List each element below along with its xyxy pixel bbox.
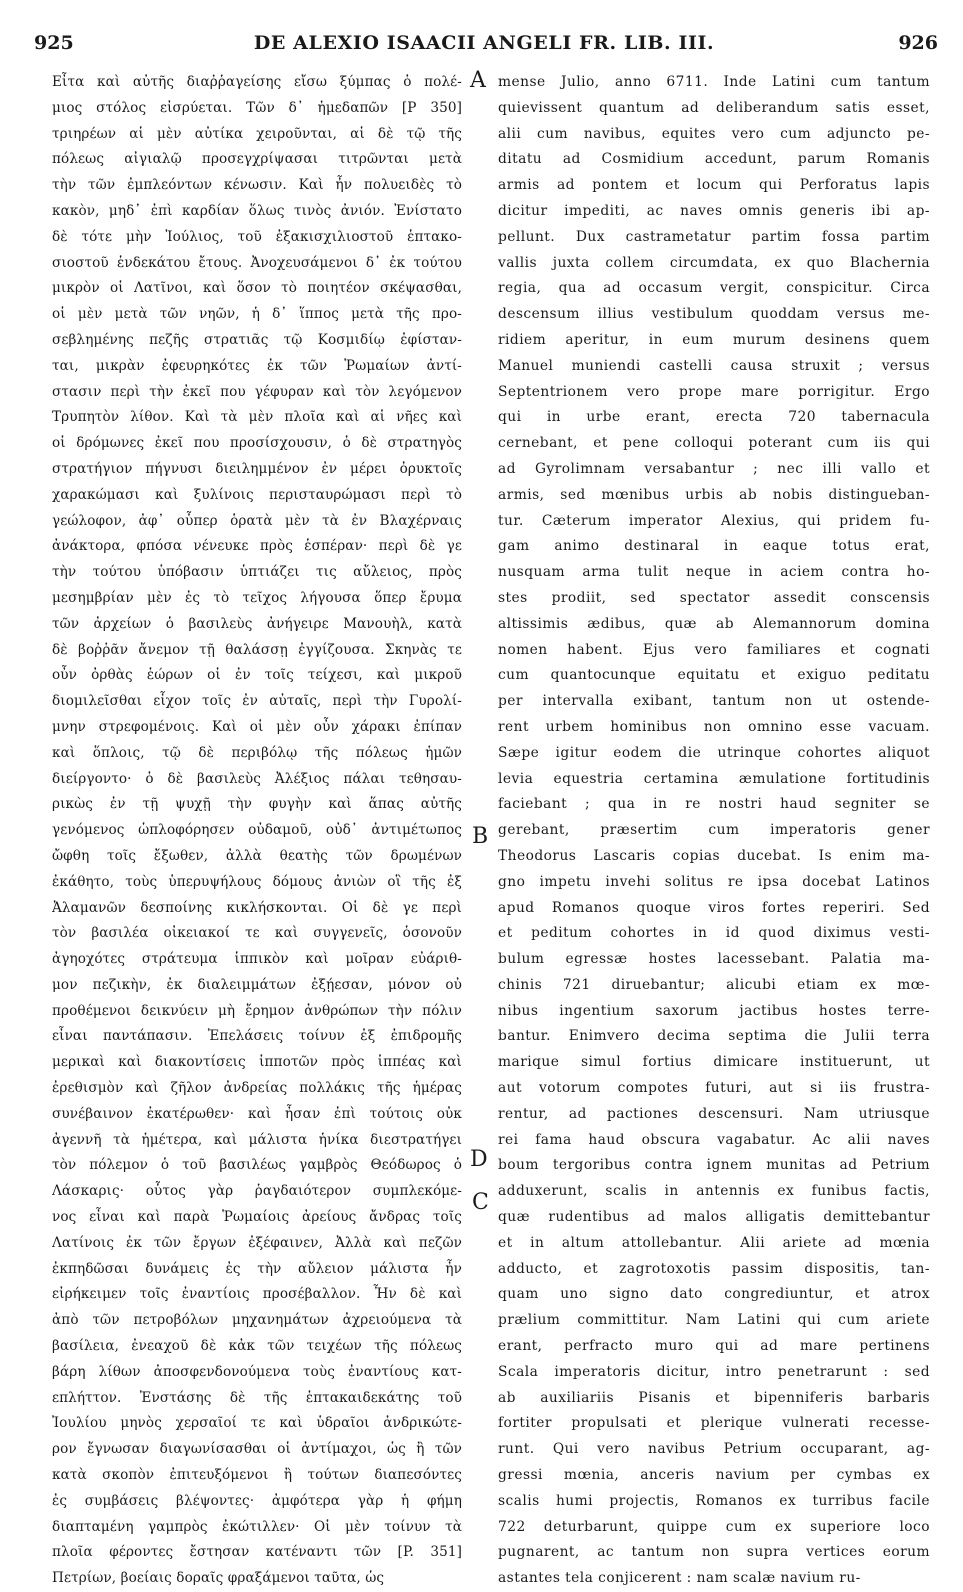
latin-text-line: Septentrionem vero prope mare porrigitur. Ergo	[498, 383, 930, 400]
greek-text-column	[52, 70, 462, 1592]
greek-text-line: ἀπὸ τῶν πετροβόλων μηχανημάτων ἀχρειούμενα τὰ	[52, 1312, 462, 1329]
latin-text-line: rei fama haud obscura vagabatur. Ac alii naves	[498, 1131, 930, 1148]
latin-text-line: quæ rudentibus ad malos alligatis demittebantur	[498, 1209, 930, 1226]
greek-text-line: ἀγεννῆ τὰ ἡμέτερα, καὶ μάλιστα ἡνίκα διεστρατήγει	[52, 1131, 462, 1148]
greek-text-line: βάρη λίθων ἀποσφενδονούμενα τοὺς ἐναντίους κατ-	[52, 1363, 462, 1380]
greek-text-line: μεσημβρίαν μὲν ἐς τὸ τεῖχος λήγουσα ὅπερ ἔρυμα	[52, 589, 462, 606]
greek-text-line: ἀνάκτορα, φπόσα νένευκε πρὸς ἑσπέραν· περὶ δὲ γε	[52, 538, 462, 555]
page-header	[30, 32, 938, 62]
latin-text-line: cernebant, et pene colloqui poterant cum iis qui	[498, 435, 930, 452]
latin-text-line: gressi mœnia, anceris navium per cymbas ex	[498, 1467, 930, 1484]
latin-text-line: astantes tela conjicerent : nam scalæ navium ru-	[498, 1570, 861, 1587]
latin-text-line: stes prodiit, sed spectator assedit conscensis	[498, 589, 930, 606]
latin-text-line: descensum illius vestibulum quoddam versus me-	[498, 306, 930, 323]
latin-text-line: chinis 721 diruebantur; alicubi etiam ex mœ-	[498, 976, 930, 993]
latin-text-line: tur. Cæterum imperator Alexius, qui pridem fu-	[498, 512, 930, 529]
greek-text-line: Ἰουλίου μηνὸς χερσαῖοί τε καὶ ὑδραῖοι ἀνδρικώτε-	[52, 1415, 462, 1432]
greek-text-line: ἐκάθητο, τοὺς ὑπερυψήλους δόμους ἀνιὼν οἳ τῆς ἐξ	[52, 873, 462, 890]
greek-text-line: ὤφθη τοῖς ἔξωθεν, ἀλλὰ θεατὴς τῶν δρωμένων	[52, 847, 462, 864]
latin-text-line: quam uno signo dato congrediuntur, et atrox	[498, 1286, 930, 1303]
latin-text-line: fortiter propulsati et plerique vulnerati recesse-	[498, 1415, 930, 1432]
greek-text-line: ρον ἔγνωσαν διαγωνίσασθαι οἱ ἀντίμαχοι, ὡς ἢ τῶν	[52, 1441, 462, 1458]
latin-text-line: alii cum navibus, equites vero cum adjuncto pe-	[498, 125, 930, 142]
latin-text-line: levia equestria certamina æmulatione fortitudinis	[498, 770, 930, 787]
greek-text-line: πόλεως αἰγιαλῷ προσεγχρίψασαι τιτρῶνται μετὰ	[52, 151, 462, 168]
greek-text-line: μνην στρεφομένοις. Καὶ οἱ μὲν οὖν χάρακι ἐπίπαν	[52, 718, 462, 735]
greek-text-line: οὖν ὀρθὰς ἑώρων οἱ ἐν τοῖς τείχεσι, καὶ μικροῦ	[52, 667, 462, 684]
latin-text-line: adducto, et zagrotoxotis passim dispositis, tan-	[498, 1260, 930, 1277]
latin-text-line: cum quantocunque equitatu et exiguo peditatu	[498, 667, 930, 684]
latin-text-line: Scala imperatoris dicitur, intro penetrarunt : sed	[498, 1363, 930, 1380]
greek-text-line: εἰρήκειμεν τοῖς ἐναντίοις προσέβαλλον. Ἦν δὲ καὶ	[52, 1286, 462, 1303]
greek-text-line: μιος στόλος εἰσρύεται. Τῶν δ᾽ ἡμεδαπῶν [P 350]	[52, 99, 462, 116]
latin-text-line: armis ad pontem et locum qui Perforatus lapis	[498, 177, 930, 194]
latin-text-line: prælium committitur. Nam Latini qui cum ariete	[498, 1312, 930, 1329]
latin-text-line: mense Julio, anno 6711. Inde Latini cum tantum	[498, 74, 930, 90]
greek-text-line: ἐρεθισμὸν καὶ ζῆλον ἀνδρείας πολλάκις τῆς ἡμέρας	[52, 1080, 462, 1097]
latin-text-line: ad Gyrolimnam versabantur ; nec illi vallo et	[498, 460, 930, 477]
latin-text-line: runt. Qui vero navibus Petrium occuparant, ag-	[498, 1441, 930, 1458]
greek-text-line: χαρακώμασι καὶ ξυλίνοις περισταυρώμασι περὶ τὸ	[52, 486, 462, 503]
greek-text-line: οἱ δρόμωνες ἐκεῖ που προσίσχουσιν, ὁ δὲ στρατηγὸς	[52, 435, 462, 452]
latin-text-line: faciebant ; qua in re nostri haud segniter se	[498, 796, 930, 813]
greek-text-line: στασιν περὶ τὴν ἐκεῖ που γέφυραν καὶ τὸν λεγόμενον	[52, 383, 462, 400]
latin-text-line: regia, qua ad occasum vergit, conspicitur. Circa	[498, 280, 930, 297]
greek-text-line: ρικὼς ἐν τῇ ψυχῇ τὴν φυγὴν καὶ ἅπας αὐτῆς	[52, 796, 462, 813]
greek-text-line: κατὰ σκοπὸν ἐπιτευξόμενοι ἢ τούτων διαπεσόντες	[52, 1467, 462, 1484]
greek-text-line: Εἶτα καὶ αὐτῆς διαῤῥαγείσης εἴσω ξύμπας ὁ πολέ-	[52, 74, 462, 90]
latin-text-line: gam animo destinaral in eaque totus erat,	[498, 538, 930, 555]
latin-text-line: Sæpe igitur eodem die utrinque cohortes aliquot	[498, 744, 930, 761]
latin-text-line: gno impetu invehi solitus re ipsa docebat Latinos	[498, 873, 930, 890]
latin-text-line: per intervalla exibant, tantum non ut ostende-	[498, 693, 930, 710]
latin-text-line: 722 deturbarunt, quippe cum ex superiore loco	[498, 1518, 930, 1535]
latin-text-line: nibus ingentium saxorum jactibus hostes terre-	[498, 1002, 930, 1019]
latin-text-line: pellunt. Dux castrametatur partim fossa partim	[498, 228, 930, 245]
latin-text-line: bulum egressæ hostes lacessebant. Palatia ma-	[498, 951, 930, 968]
greek-text-line: διείργοντο· ὁ δὲ βασιλεὺς Ἀλέξιος πάλαι τεθησαυ-	[52, 770, 462, 787]
latin-text-line: ditatu ad Cosmidium accedunt, parum Romanis	[498, 151, 930, 168]
greek-text-line: Πετρίων, βοείαις δοραῖς φραξάμενοι ταῦτα, ὡς	[52, 1570, 385, 1587]
latin-text-line: ab auxiliariis Pisanis et bipenniferis barbaris	[498, 1389, 930, 1406]
greek-text-line: Ἀλαμανῶν δεσποίνης κικλήσκονται. Οἱ δὲ γε περὶ	[52, 899, 462, 916]
greek-text-line: Τρυπητὸν λίθον. Καὶ τὰ μὲν πλοῖα καὶ αἱ νῆες καὶ	[52, 409, 462, 426]
latin-text-line: qui in urbe erant, erecta 720 tabernacula	[498, 409, 930, 426]
latin-text-line: pugnarent, ac tantum non supra vertices eorum	[498, 1544, 930, 1561]
latin-text-line: quievissent quantum ad deliberandum satis esset,	[498, 99, 930, 116]
page-number-left: 925	[34, 32, 74, 54]
latin-text-line: rent urbem hominibus non omnino esse vacuam.	[498, 718, 930, 735]
latin-text-line: scalis humi projectis, Romanos ex turribus facile	[498, 1492, 930, 1509]
greek-text-line: ἐκπηδῶσαι δυνάμεις ἐς τὴν αὔλειον μάλιστα ἦν	[52, 1260, 462, 1277]
greek-text-line: ἀγηοχότες στράτευμα ἱππικὸν καὶ μοῖραν εὐάριθ-	[52, 951, 462, 968]
greek-text-line: γενόμενος ὡπλοφόρησεν οὐδαμοῦ, οὐδ᾽ ἀντιμέτωπος	[52, 822, 462, 839]
margin-marker-c: C	[472, 1190, 489, 1215]
greek-text-line: συνέβαινον ἑκατέρωθεν· καὶ ἦσαν ἐπὶ τούτοις οὐκ	[52, 1105, 462, 1122]
greek-text-line: ται, μικρὰν ἐφευρηκότες ἐκ τῶν Ῥωμαίων ἀντί-	[52, 357, 462, 374]
latin-text-line: Manuel muniendi castelli causa struxit ; versus	[498, 357, 930, 374]
running-title: DE ALEXIO ISAACII ANGELI FR. LIB. III.	[253, 32, 715, 54]
greek-text-line: οἱ μὲν μετὰ τῶν νηῶν, ἡ δ᾽ ἵππος μετὰ τῆς προ-	[52, 306, 462, 323]
greek-text-line: σεβλημένης πεζῆς στρατιᾶς τῷ Κοσμιδίῳ ἐφίσταν-	[52, 331, 462, 348]
latin-text-line: boum tergoribus contra ignem munitas ad Petrium	[498, 1157, 930, 1174]
latin-text-line: nomen habent. Ejus vero familiares et cognati	[498, 641, 930, 658]
margin-marker-b: B	[472, 824, 489, 849]
latin-text-line: ridiem aperitur, in eum murum desinens quem	[498, 331, 930, 348]
greek-text-line: ἐς συμβάσεις βλέψοντες· ἀμφότερα γὰρ ἡ φήμη	[52, 1492, 462, 1509]
greek-text-line: μον πεζικὴν, ἐκ διαλειμμάτων ἐξῄεσαν, μόνον οὐ	[52, 976, 462, 993]
greek-text-line: πλοῖα φέροντες ἔστησαν κατέναντι τῶν [P. 351]	[52, 1544, 462, 1561]
latin-text-line: adduxerunt, scalis in antennis ex funibus factis,	[498, 1183, 930, 1200]
greek-text-line: μερικαὶ καὶ διακοντίσεις ἱπποτῶν πρὸς ἱππέας καὶ	[52, 1054, 462, 1071]
margin-marker-d: D	[470, 1147, 488, 1172]
greek-text-line: τῶν ἀρχείων ὁ βασιλεὺς ἀνήγειρε Μανουὴλ, κατὰ	[52, 615, 462, 632]
latin-text-line: erant, perfracto muro qui ad mare pertinens	[498, 1338, 930, 1355]
greek-text-line: καὶ ὅπλοις, τῷ δὲ περιβόλῳ τῆς πόλεως ἡμῶν	[52, 744, 462, 761]
greek-text-line: μικρὸν οἱ Λατῖνοι, καὶ ὅσον τὸ ποιητέον σκέψασθαι,	[52, 280, 462, 297]
greek-text-line: στρατήγιον πήγνυσι διειλημμένον ἐν μέρει ὀρυκτοῖς	[52, 460, 462, 477]
latin-text-line: altissimis ædibus, quæ ab Alemannorum domina	[498, 615, 930, 632]
greek-text-line: εἶναι παντάπασιν. Ἐπελάσεις τοίνυν ἐξ ἐπιδρομῆς	[52, 1028, 462, 1045]
greek-text-line: τὸν πόλεμον ὁ τοῦ βασιλέως γαμβρὸς Θεόδωρος ὁ	[52, 1157, 462, 1174]
latin-text-line: marique simul fortius dimicare instituerunt, ut	[498, 1054, 930, 1071]
greek-text-line: δὲ τότε μὴν Ἰούλιος, τοῦ ἑξακισχιλιοστοῦ ἑπτακο-	[52, 228, 462, 245]
latin-text-column	[498, 70, 930, 1592]
latin-text-line: vallis juxta collem circumdata, ex quo Blachernia	[498, 254, 930, 271]
latin-text-line: nusquam arma tulit neque in aciem contra ho-	[498, 564, 930, 581]
greek-text-line: κακὸν, μηδ᾽ ἐπὶ καρδίαν ὅλως τινὸς ἀνιόν. Ἐνίστατο	[52, 202, 462, 219]
latin-text-line: gerebant, præsertim cum imperatoris gener	[498, 822, 930, 839]
greek-text-line: δὲ βοῤῥᾶν ἄνεμον τῇ θαλάσσῃ ἐγγίζουσα. Σκηνὰς τε	[52, 641, 462, 658]
margin-marker-a: A	[470, 68, 486, 93]
latin-text-line: Theodorus Lascaris copias ducebat. Is enim ma-	[498, 847, 930, 864]
latin-text-line: apud Romanos quoque viros fortes reperiri. Sed	[498, 899, 930, 916]
latin-text-line: rentur, ad pactiones descensuri. Nam utriusque	[498, 1105, 930, 1122]
greek-text-line: τὴν τῶν ἐμπλεόντων κένωσιν. Καὶ ἦν πολυειδὲς τὸ	[52, 177, 462, 194]
latin-text-line: et in altum attollebantur. Alii ariete ad mœnia	[498, 1234, 930, 1251]
latin-text-line: armis, sed mœnibus urbis ab nobis distingueban-	[498, 486, 930, 503]
greek-text-line: σιοστοῦ ἑνδεκάτου ἔτους. Ἀνοχευσάμενοι δ᾽ ἐκ τούτου	[52, 254, 462, 271]
greek-text-line: διομιλεῖσθαι εἶχον τοῖς ἐν αὐταῖς, περὶ τὴν Γυρολί-	[52, 693, 462, 710]
latin-text-line: dicitur impediti, ac naves omnis generis ibi ap-	[498, 202, 930, 219]
latin-text-line: aut votorum compotes futuri, aut si iis frustra-	[498, 1080, 930, 1097]
greek-text-line: Λάσκαρις· οὗτος γὰρ ῥαγδαιότερον συμπλεκόμε-	[52, 1183, 462, 1200]
greek-text-line: διαπταμένη γαμπρὸς ἐκώτιλλεν· Οἱ μὲν τοίνυν τὰ	[52, 1518, 462, 1535]
latin-text-line: bantur. Enimvero decima septima die Julii terra	[498, 1028, 930, 1045]
greek-text-line: νος εἶναι καὶ παρὰ Ῥωμαίοις ἀρείους ἄνδρας τοῖς	[52, 1209, 462, 1226]
greek-text-line: επλήττον. Ἐνστάσης δὲ τῆς ἑπτακαιδεκάτης τοῦ	[52, 1389, 462, 1406]
latin-text-line: et peditum cohortes in id quod diximus vesti-	[498, 925, 930, 942]
greek-text-line: τριηρέων αἱ μὲν αὐτίκα χειροῦνται, αἱ δὲ τῷ τῆς	[52, 125, 462, 142]
page-number-right: 926	[898, 32, 938, 54]
greek-text-line: τὴν τούτου ὑπόβασιν ὑπτιάζει τις αὔλειος, πρὸς	[52, 564, 462, 581]
greek-text-line: βασίλεια, ἐνεαχοῦ δὲ κἀκ τῶν τειχέων τῆς πόλεως	[52, 1338, 462, 1355]
greek-text-line: γεώλοφον, ἀφ᾽ οὗπερ ὁρατὰ μὲν τὰ ἐν Βλαχέρναις	[52, 512, 462, 529]
greek-text-line: Λατίνοις ἐκ τῶν ἔργων ἐξέφαινεν, Ἀλλὰ καὶ πεζῶν	[52, 1234, 462, 1251]
greek-text-line: τὸν βασιλέα οἰκειακοί τε καὶ συγγενεῖς, ὁσονοῦν	[52, 925, 462, 942]
greek-text-line: προθέμενοι δεικνύειν μὴ ἔρημον ἀνθρώπων τὴν πόλιν	[52, 1002, 462, 1019]
